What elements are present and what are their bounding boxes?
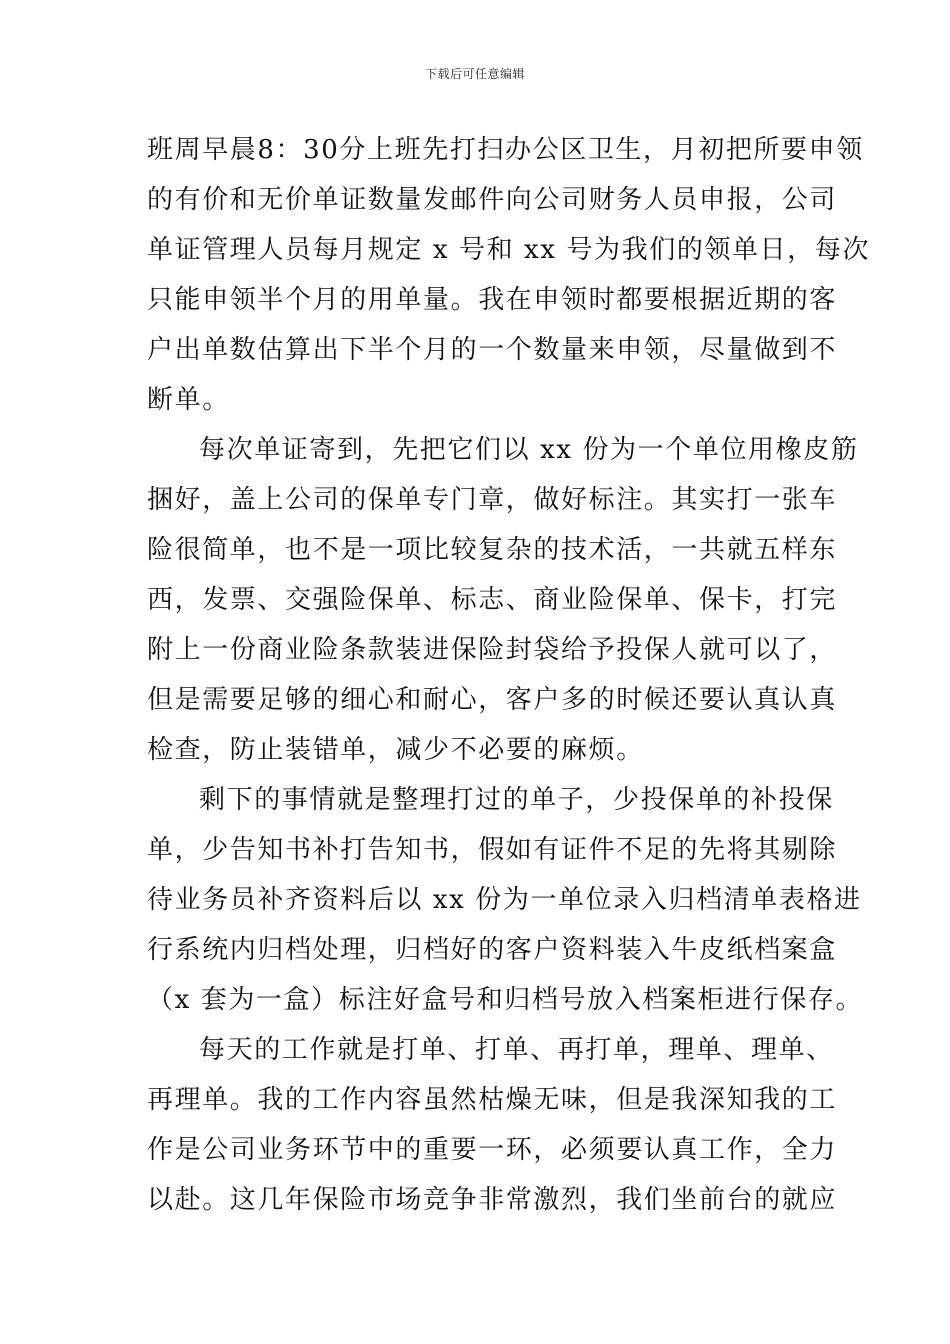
paragraph-1 xyxy=(147,125,871,425)
text-line: 班周早晨8：30分上班先打扫办公区卫生，月初把所要申领 xyxy=(147,135,864,165)
text-line: 捆好，盖上公司的保单专门章，做好标注。其实打一张车 xyxy=(147,485,838,515)
text-line: 每次单证寄到，先把它们以 xx 份为一个单位用橡皮筋 xyxy=(199,435,859,465)
text-line: 检查，防止装错单，减少不必要的麻烦。 xyxy=(147,735,644,765)
text-line: 行系统内归档处理，归档好的客户资料装入牛皮纸档案盒 xyxy=(147,935,838,965)
text-line: 单证管理人员每月规定 x 号和 xx 号为我们的领单日，每次 xyxy=(147,235,871,265)
paragraph-4 xyxy=(147,1025,838,1225)
document-body xyxy=(147,125,871,1225)
text-line: 剩下的事情就是整理打过的单子，少投保单的补投保 xyxy=(199,785,834,815)
text-line: 险很简单，也不是一项比较复杂的技术活，一共就五样东 xyxy=(147,535,838,565)
text-line: 每天的工作就是打单、打单、再打单，理单、理单、 xyxy=(199,1035,834,1065)
page-header: 下载后可任意编辑 xyxy=(424,67,525,81)
text-line: 以赴。这几年保险市场竞争非常激烈，我们坐前台的就应 xyxy=(147,1185,838,1215)
text-line: 附上一份商业险条款装进保险封袋给予投保人就可以了， xyxy=(147,635,838,665)
text-line: 再理单。我的工作内容虽然枯燥无味，但是我深知我的工 xyxy=(147,1085,838,1115)
paragraph-2 xyxy=(147,425,859,775)
text-line: 户出单数估算出下半个月的一个数量来申领，尽量做到不 xyxy=(147,335,838,365)
text-line: 断单。 xyxy=(147,385,230,415)
text-line: 西，发票、交强险保单、标志、商业险保单、保卡，打完 xyxy=(147,585,838,615)
text-line: 单，少告知书补打告知书，假如有证件不足的先将其剔除 xyxy=(147,835,838,865)
text-line: 的有价和无价单证数量发邮件向公司财务人员申报，公司 xyxy=(147,185,838,215)
paragraph-3 xyxy=(147,775,864,1025)
text-line: 只能申领半个月的用单量。我在申领时都要根据近期的客 xyxy=(147,285,838,315)
text-line: （x 套为一盒）标注好盒号和归档号放入档案柜进行保存。 xyxy=(147,985,864,1015)
text-line: 作是公司业务环节中的重要一环，必须要认真工作，全力 xyxy=(147,1135,838,1165)
text-line: 待业务员补齐资料后以 xx 份为一单位录入归档清单表格进 xyxy=(147,885,862,915)
text-line: 但是需要足够的细心和耐心，客户多的时候还要认真认真 xyxy=(147,685,838,715)
